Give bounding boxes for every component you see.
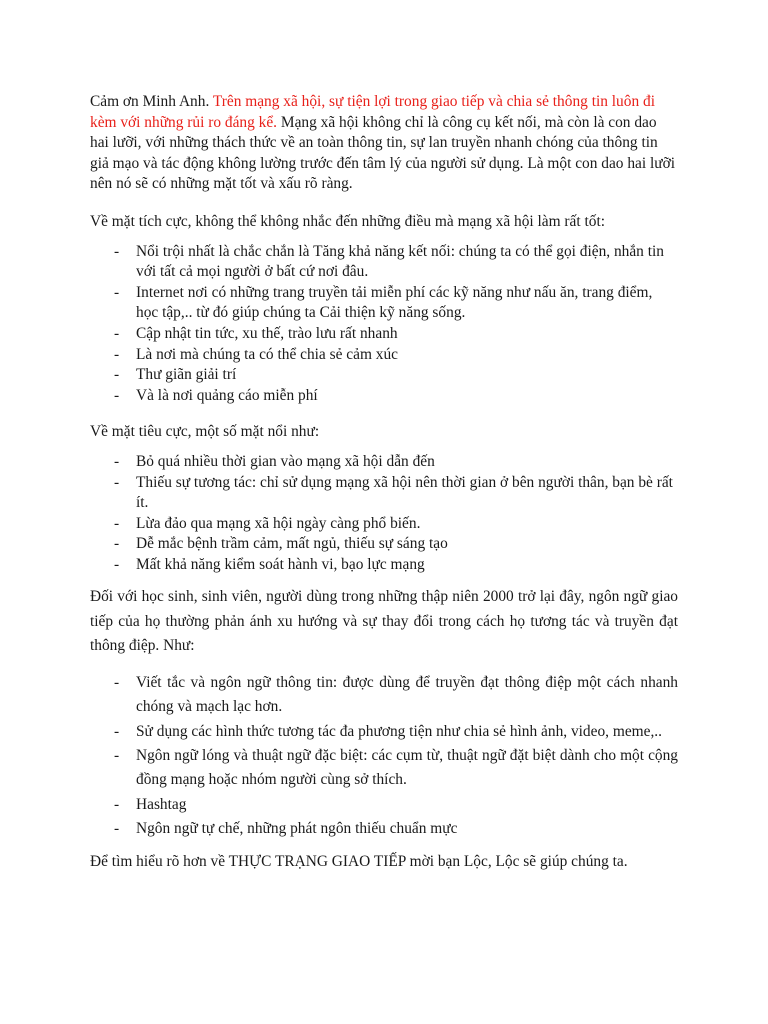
closing-paragraph: Để tìm hiểu rõ hơn về THỰC TRẠNG GIAO TIẾP mời bạn Lộc, Lộc sẽ giúp chúng ta. xyxy=(90,852,628,870)
list-item: - Internet nơi có những trang truyền tải miễn phí các kỹ năng như nấu ăn, trang điểm, học tập,.. từ đó giúp chúng ta Cải thiện kỹ năng sống. xyxy=(90,283,678,324)
list-item: - Cập nhật tin tức, xu thế, trào lưu rất nhanh xyxy=(90,324,678,345)
list-item: - Bỏ quá nhiều thời gian vào mạng xã hội dẫn đến xyxy=(90,452,678,473)
language-lead: Đối với học sinh, sinh viên, người dùng trong những thập niên 2000 trở lại đây, ngôn ngữ giao tiếp của họ thường phản ánh xu hướng và sự thay đổi trong cách họ tương tác và truyền đạt thông điệp. Như: xyxy=(90,588,678,655)
list-item: - Nổi trội nhất là chắc chắn là Tăng khả năng kết nối: chúng ta có thể gọi điện, nhắn tin với tất cả mọi người ở bất cứ nơi đâu. xyxy=(90,242,678,283)
list-item: - Ngôn ngữ lóng và thuật ngữ đặc biệt: các cụm từ, thuật ngữ đặt biệt dành cho một cộng đồng mạng hoặc nhóm người cùng sở thích. xyxy=(90,744,678,793)
negative-lead: Về mặt tiêu cực, một số mặt nổi như: xyxy=(90,423,320,441)
list-item: - Và là nơi quảng cáo miễn phí xyxy=(90,386,678,407)
intro-lead: Cảm ơn Minh Anh. xyxy=(90,93,213,110)
document-page xyxy=(90,92,678,872)
positive-list xyxy=(90,242,678,407)
list-item: - Thư giãn giải trí xyxy=(90,365,678,386)
list-item: - Ngôn ngữ tự chế, những phát ngôn thiếu chuẩn mực xyxy=(90,817,678,841)
positive-lead: Về mặt tích cực, không thể không nhắc đến những điều mà mạng xã hội làm rất tốt: xyxy=(90,212,606,230)
list-item: - Là nơi mà chúng ta có thể chia sẻ cảm xúc xyxy=(90,345,678,366)
intro-paragraph xyxy=(90,92,678,195)
intro-rest: Mạng xã hội không chỉ là công cụ kết nối, mà còn là con dao hai lưỡi, với những thách thức về an toàn thông tin, sự lan truyền nhanh chóng của thông tin giả mạo và tác động không lường trước đến tâm lý của người sử dụng. Là một con dao hai lưỡi nên nó sẽ có những mặt tốt và xấu rõ ràng. xyxy=(90,113,676,193)
list-item: - Hashtag xyxy=(90,793,678,817)
list-item: - Dễ mắc bệnh trầm cảm, mất ngủ, thiếu sự sáng tạo xyxy=(90,534,678,555)
list-item: - Mất khả năng kiểm soát hành vi, bạo lực mạng xyxy=(90,555,678,576)
list-item: - Viết tắc và ngôn ngữ thông tin: được dùng để truyền đạt thông điệp một cách nhanh chóng và mạch lạc hơn. xyxy=(90,671,678,720)
list-item: - Lừa đảo qua mạng xã hội ngày càng phổ biến. xyxy=(90,514,678,535)
list-item: - Thiếu sự tương tác: chỉ sử dụng mạng xã hội nên thời gian ở bên người thân, bạn bè rất ít. xyxy=(90,473,678,514)
language-list xyxy=(90,671,678,842)
intro-highlight: Trên mạng xã hội, sự tiện lợi trong giao tiếp và chia sẻ thông tin luôn đi kèm với những rủi ro đáng kể. xyxy=(90,93,655,131)
negative-list xyxy=(90,452,678,576)
list-item: - Sử dụng các hình thức tương tác đa phương tiện như chia sẻ hình ảnh, video, meme,.. xyxy=(90,720,678,744)
